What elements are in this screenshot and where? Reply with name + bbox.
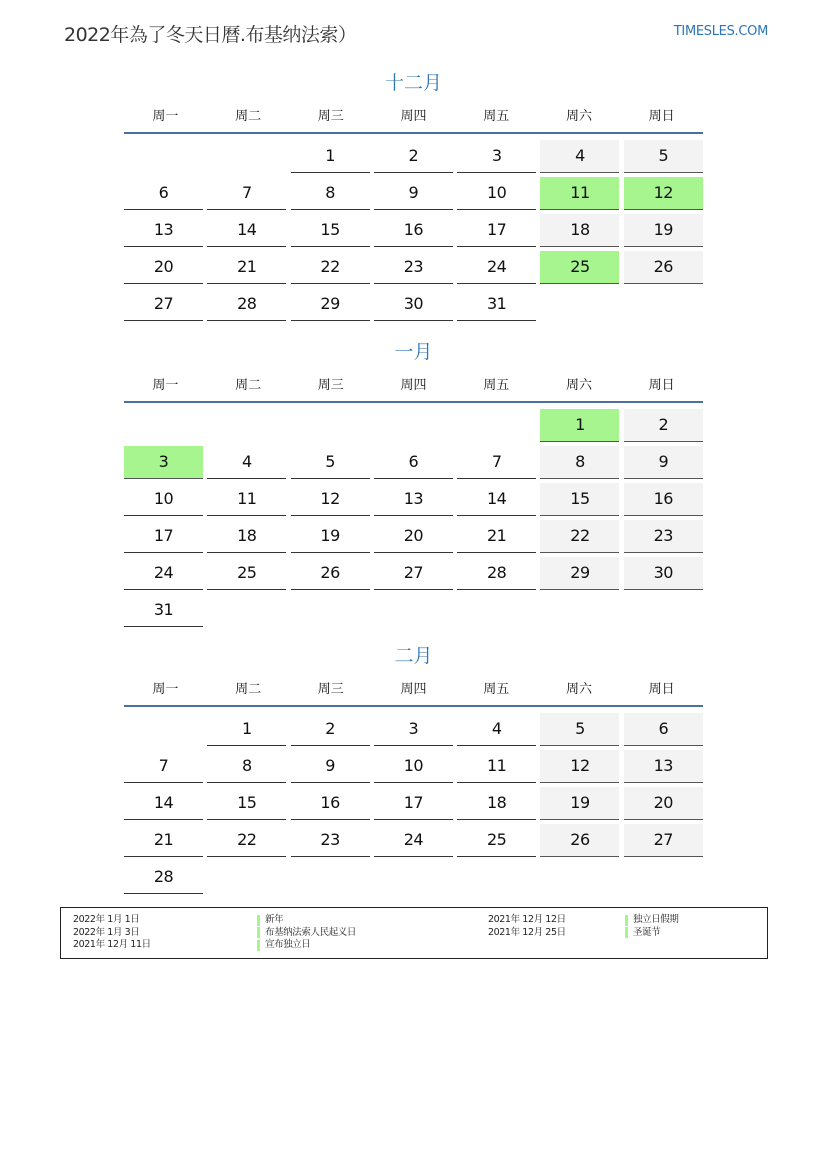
day-cell: 3 (457, 140, 536, 173)
weekend-day-cell: 5 (540, 713, 619, 746)
day-cell: 5 (291, 446, 370, 479)
empty-cell (374, 409, 453, 441)
day-cell: 18 (207, 520, 286, 553)
day-cell: 13 (374, 483, 453, 516)
legend-holiday-name: 新年 (265, 914, 284, 925)
day-cell: 21 (457, 520, 536, 553)
page-title: 2022年為了冬天日曆.布基纳法索） (64, 24, 357, 46)
weekend-day-cell: 13 (624, 750, 703, 783)
weekday-label: 周五 (483, 109, 510, 124)
weekday-label: 周六 (565, 378, 592, 393)
day-cell: 30 (374, 288, 453, 321)
day-cell: 10 (124, 483, 203, 516)
day-cell: 14 (457, 483, 536, 516)
day-cell: 1 (291, 140, 370, 173)
holiday-day-cell: 11 (540, 177, 619, 210)
day-cell: 22 (207, 824, 286, 857)
holiday-day-cell: 25 (540, 251, 619, 284)
weekend-day-cell: 18 (540, 214, 619, 247)
day-cell: 22 (291, 251, 370, 284)
holiday-day-cell: 1 (540, 409, 619, 442)
weekday-label: 周日 (648, 109, 675, 124)
day-grid (124, 409, 703, 627)
day-cell: 10 (457, 177, 536, 210)
weekend-day-cell: 4 (540, 140, 619, 173)
day-cell: 24 (457, 251, 536, 284)
weekday-label: 周一 (152, 682, 179, 697)
day-cell: 7 (457, 446, 536, 479)
day-cell: 14 (207, 214, 286, 247)
day-cell: 28 (207, 288, 286, 321)
weekday-header (124, 104, 703, 134)
legend-dates-left (73, 914, 151, 952)
weekday-label: 周日 (648, 378, 675, 393)
empty-cell (207, 140, 286, 172)
empty-cell (124, 713, 203, 745)
weekday-label: 周三 (317, 109, 344, 124)
day-cell: 25 (457, 824, 536, 857)
month-title: 二月 (394, 645, 433, 667)
day-cell: 7 (207, 177, 286, 210)
day-cell: 9 (291, 750, 370, 783)
day-cell: 21 (207, 251, 286, 284)
day-cell: 31 (457, 288, 536, 321)
day-cell: 20 (124, 251, 203, 284)
weekend-day-cell: 9 (624, 446, 703, 479)
day-cell: 9 (374, 177, 453, 210)
day-cell: 11 (457, 750, 536, 783)
day-cell: 19 (291, 520, 370, 553)
day-cell: 23 (291, 824, 370, 857)
weekend-day-cell: 19 (624, 214, 703, 247)
day-cell: 2 (291, 713, 370, 746)
weekend-day-cell: 6 (624, 713, 703, 746)
weekend-day-cell: 26 (540, 824, 619, 857)
day-cell: 31 (124, 594, 203, 627)
weekend-day-cell: 15 (540, 483, 619, 516)
weekday-label: 周五 (483, 682, 510, 697)
day-cell: 13 (124, 214, 203, 247)
weekday-label: 周二 (235, 682, 262, 697)
weekday-label: 周三 (317, 682, 344, 697)
holiday-color-marker (625, 915, 628, 926)
day-cell: 1 (207, 713, 286, 746)
legend-date: 2021年 12月 25日 (488, 926, 566, 938)
weekend-day-cell: 2 (624, 409, 703, 442)
weekend-day-cell: 29 (540, 557, 619, 590)
day-cell: 26 (291, 557, 370, 590)
site-link[interactable]: TIMESLES.COM (673, 24, 768, 39)
day-cell: 3 (374, 713, 453, 746)
day-cell: 4 (457, 713, 536, 746)
weekend-day-cell: 8 (540, 446, 619, 479)
legend-date: 2021年 12月 11日 (73, 939, 151, 950)
weekday-label: 周二 (235, 109, 262, 124)
weekend-day-cell: 16 (624, 483, 703, 516)
weekend-day-cell: 26 (624, 251, 703, 284)
empty-cell (457, 409, 536, 441)
day-cell: 29 (291, 288, 370, 321)
day-cell: 8 (291, 177, 370, 210)
weekday-label: 周四 (400, 378, 427, 393)
day-grid (124, 140, 703, 321)
day-cell: 28 (124, 861, 203, 894)
legend-date: 2022年 1月 1日 (73, 914, 140, 925)
day-cell: 18 (457, 787, 536, 820)
holiday-color-marker (257, 940, 260, 951)
weekday-label: 周日 (648, 682, 675, 697)
day-cell: 2 (374, 140, 453, 173)
legend-holiday-name: 布基纳法索人民起义日 (265, 926, 357, 938)
legend-date: 2022年 1月 3日 (73, 926, 140, 938)
day-cell: 27 (374, 557, 453, 590)
weekend-day-cell: 20 (624, 787, 703, 820)
holiday-color-marker (257, 927, 260, 938)
day-cell: 11 (207, 483, 286, 516)
day-cell: 16 (291, 787, 370, 820)
weekend-day-cell: 27 (624, 824, 703, 857)
weekday-label: 周四 (400, 682, 427, 697)
weekday-label: 周一 (152, 109, 179, 124)
day-cell: 7 (124, 750, 203, 783)
weekday-header (124, 677, 703, 707)
empty-cell (207, 409, 286, 441)
holiday-color-marker (625, 927, 628, 938)
weekend-day-cell: 19 (540, 787, 619, 820)
month-block (124, 68, 703, 321)
day-cell: 10 (374, 750, 453, 783)
weekday-label: 周六 (565, 109, 592, 124)
day-cell: 12 (291, 483, 370, 516)
weekday-label: 周四 (400, 109, 427, 124)
day-cell: 28 (457, 557, 536, 590)
weekend-day-cell: 12 (540, 750, 619, 783)
legend-holiday-name: 圣诞节 (633, 926, 661, 938)
day-cell: 17 (124, 520, 203, 553)
weekday-header (124, 373, 703, 403)
day-cell: 17 (374, 787, 453, 820)
weekday-label: 周三 (317, 378, 344, 393)
month-block (124, 337, 703, 627)
day-cell: 8 (207, 750, 286, 783)
day-cell: 15 (207, 787, 286, 820)
day-cell: 24 (124, 557, 203, 590)
day-cell: 24 (374, 824, 453, 857)
weekday-label: 周二 (235, 378, 262, 393)
holiday-legend (60, 907, 768, 959)
weekday-label: 周五 (483, 378, 510, 393)
month-block (124, 641, 703, 894)
empty-cell (291, 409, 370, 441)
legend-holiday-name: 独立日假期 (633, 914, 679, 925)
legend-dates-right (488, 914, 566, 939)
day-cell: 6 (124, 177, 203, 210)
weekend-day-cell: 22 (540, 520, 619, 553)
day-cell: 23 (374, 251, 453, 284)
empty-cell (124, 140, 203, 172)
holiday-day-cell: 12 (624, 177, 703, 210)
day-cell: 16 (374, 214, 453, 247)
weekend-day-cell: 23 (624, 520, 703, 553)
month-title: 十二月 (384, 72, 442, 94)
legend-holiday-name: 宣布独立日 (265, 939, 311, 950)
holiday-color-marker (257, 915, 260, 926)
weekend-day-cell: 5 (624, 140, 703, 173)
empty-cell (124, 409, 203, 441)
day-cell: 27 (124, 288, 203, 321)
weekday-label: 周一 (152, 378, 179, 393)
day-cell: 20 (374, 520, 453, 553)
month-title: 一月 (394, 341, 433, 363)
day-cell: 25 (207, 557, 286, 590)
legend-names-left (257, 914, 356, 952)
day-cell: 21 (124, 824, 203, 857)
day-cell: 15 (291, 214, 370, 247)
day-cell: 14 (124, 787, 203, 820)
weekday-label: 周六 (565, 682, 592, 697)
holiday-day-cell: 3 (124, 446, 203, 479)
weekend-day-cell: 30 (624, 557, 703, 590)
legend-names-right (625, 914, 679, 939)
day-cell: 4 (207, 446, 286, 479)
day-grid (124, 713, 703, 894)
legend-date: 2021年 12月 12日 (488, 914, 566, 925)
day-cell: 17 (457, 214, 536, 247)
day-cell: 6 (374, 446, 453, 479)
